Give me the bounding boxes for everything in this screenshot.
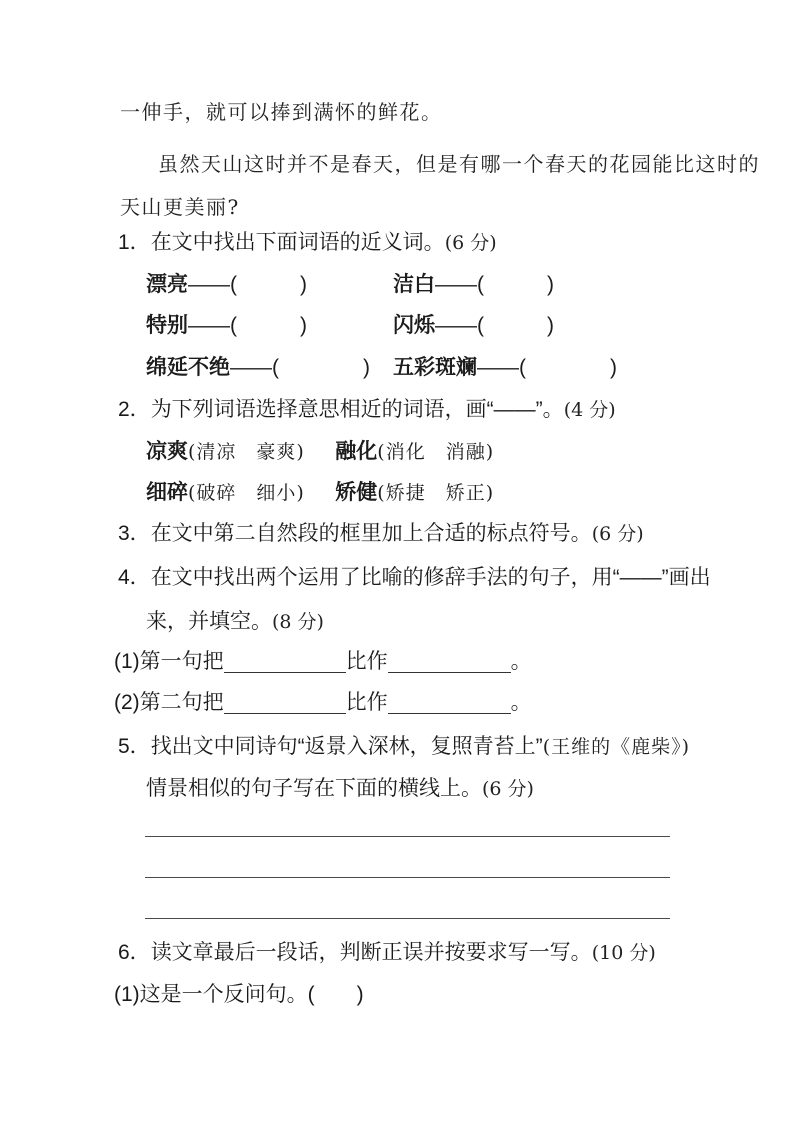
synonym-word: 漂亮 xyxy=(146,273,188,296)
synonym-blank: ——( ) xyxy=(477,356,617,379)
synonym-word: 五彩斑斓 xyxy=(393,356,477,379)
synonym-pair xyxy=(393,271,554,301)
synonym-pair xyxy=(146,271,307,301)
question-4-number: 4． xyxy=(118,566,151,589)
question-4-text: 在文中找出两个运用了比喻的修辞手法的句子，用“——”画出 xyxy=(150,566,711,589)
question-6-score: (10 分) xyxy=(591,942,656,964)
question-5-number: 5． xyxy=(118,735,151,758)
synonym-word: 闪烁 xyxy=(393,314,435,337)
question-4-score: (8 分) xyxy=(272,611,324,633)
question-1-text: 在文中找出下面词语的近义词。 xyxy=(150,231,445,254)
question-6-text: 读文章最后一段话，判断正误并按要求写一写。 xyxy=(150,941,592,964)
q6-sub-1 xyxy=(114,981,364,1011)
question-1-stem xyxy=(118,229,497,259)
question-5-note: (王维的《鹿柴》) xyxy=(542,736,691,758)
question-6-number: 6． xyxy=(118,941,151,964)
question-2-stem xyxy=(118,396,616,426)
synonym-word: 洁白 xyxy=(393,273,435,296)
synonym-pair xyxy=(393,312,554,342)
fill-blank xyxy=(388,697,511,714)
choose-word-options: (破碎 细小) xyxy=(188,482,305,504)
choose-word: 融化 xyxy=(335,440,378,463)
q4-sub-2-end: 。 xyxy=(510,691,532,714)
question-3-text: 在文中第二自然段的框里加上合适的标点符号。 xyxy=(150,522,592,545)
q4-sub-2-prefix: (2)第二句把 xyxy=(114,691,224,714)
choose-word-options: (清凉 豪爽) xyxy=(188,441,305,463)
question-3-score: (6 分) xyxy=(591,523,644,545)
question-4-text-cont: 来，并填空。 xyxy=(146,610,272,633)
passage-line-2: 虽然天山这时并不是春天，但是有哪一个春天的花园能比这时的 xyxy=(158,152,760,176)
choose-word: 细碎 xyxy=(146,481,188,504)
synonym-pair xyxy=(393,354,617,384)
answer-line xyxy=(145,836,670,837)
question-4-stem-line-1 xyxy=(118,564,711,594)
question-5-score: (6 分) xyxy=(482,778,534,800)
choose-word-item xyxy=(335,481,495,504)
synonym-pair xyxy=(146,312,307,342)
choose-word-options: (矫捷 矫正) xyxy=(377,482,495,504)
choose-word-item xyxy=(335,440,495,463)
synonym-word: 特别 xyxy=(146,314,188,337)
question-4-stem-line-2 xyxy=(146,608,324,638)
answer-line xyxy=(145,877,670,878)
question-3-number: 3． xyxy=(118,522,151,545)
q4-sub-1-mid: 比作 xyxy=(345,650,388,673)
question-2-number: 2． xyxy=(118,398,151,421)
choose-word: 矫健 xyxy=(335,481,378,504)
choose-word-row xyxy=(146,479,494,509)
synonym-blank: ——( ) xyxy=(188,314,307,337)
choose-word-options: (消化 消融) xyxy=(377,441,495,463)
passage-line-1: 一伸手，就可以捧到满怀的鲜花。 xyxy=(120,100,443,124)
q6-sub-1-text: (1)这是一个反问句。 xyxy=(114,983,308,1006)
synonym-pair xyxy=(146,354,370,384)
q4-sub-1-prefix: (1)第一句把 xyxy=(114,650,224,673)
question-3-stem xyxy=(118,520,644,550)
synonym-blank: ——( ) xyxy=(435,314,554,337)
synonym-blank: ——( ) xyxy=(188,273,307,296)
q4-sub-2 xyxy=(114,689,532,719)
choose-word-item xyxy=(146,481,305,504)
choose-word-item xyxy=(146,440,305,463)
question-5-text: 找出文中同诗句“返景入深林，复照青苔上” xyxy=(150,735,543,758)
synonym-word: 绵延不绝 xyxy=(146,356,230,379)
question-6-stem xyxy=(118,939,656,969)
answer-line xyxy=(145,918,670,919)
question-5-stem-line-1 xyxy=(118,733,690,763)
q6-sub-1-blank: ( ) xyxy=(307,983,364,1006)
choose-word-row xyxy=(146,438,494,468)
q4-sub-2-mid: 比作 xyxy=(345,691,388,714)
fill-blank xyxy=(224,656,346,673)
question-5-text-cont: 情景相似的句子写在下面的横线上。 xyxy=(146,777,482,800)
passage-line-3: 天山更美丽? xyxy=(120,195,240,219)
fill-blank xyxy=(224,697,346,714)
question-2-text: 为下列词语选择意思相近的词语，画“——”。 xyxy=(150,398,564,421)
synonym-blank: ——( ) xyxy=(230,356,370,379)
question-5-stem-line-2 xyxy=(146,775,534,805)
question-2-score: (4 分) xyxy=(563,399,616,421)
choose-word: 凉爽 xyxy=(146,440,188,463)
question-1-score: (6 分) xyxy=(444,232,497,254)
question-1-number: 1． xyxy=(118,231,151,254)
q4-sub-1 xyxy=(114,648,532,678)
q4-sub-1-end: 。 xyxy=(510,650,532,673)
synonym-blank: ——( ) xyxy=(435,273,554,296)
fill-blank xyxy=(388,656,511,673)
